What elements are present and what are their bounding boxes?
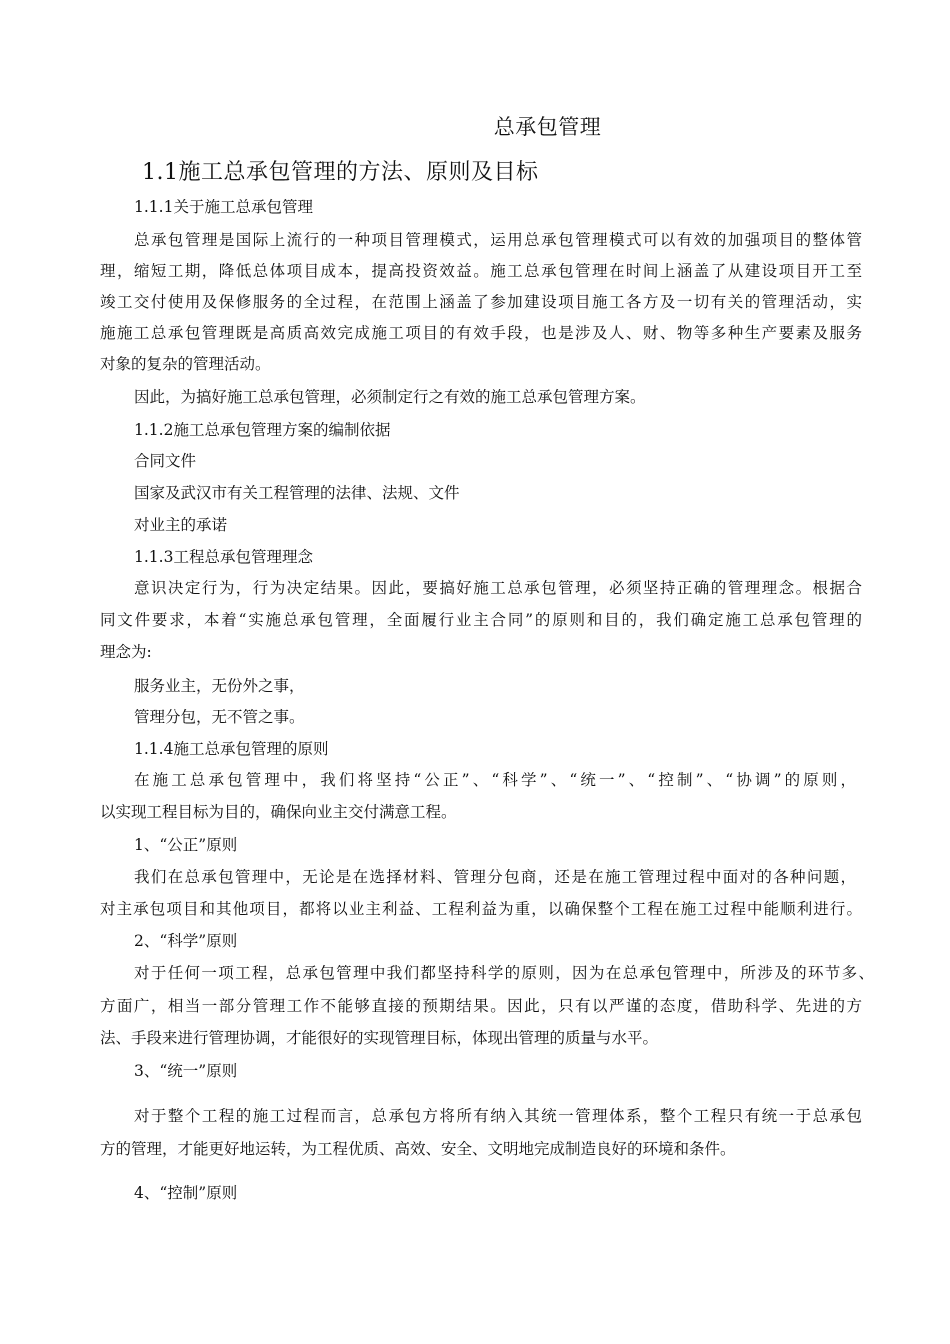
principle-heading: 1、“公正”原则 (134, 836, 238, 854)
principle-heading: 3、“统一”原则 (134, 1062, 238, 1080)
paragraph-line: 理，缩短工期，降低总体项目成本，提高投资效益。施工总承包管理在时间上涵盖了从建设项目开工至 (100, 262, 862, 280)
paragraph-line: 总承包管理是国际上流行的一种项目管理模式，运用总承包管理模式可以有效的加强项目的整体管 (134, 231, 862, 249)
principle-heading: 4、“控制”原则 (134, 1184, 238, 1202)
subsection-heading: 1.1.3工程总承包管理理念 (134, 548, 313, 566)
paragraph-line: 方的管理，才能更好地运转，为工程优质、高效、安全、文明地完成制造良好的环境和条件。 (100, 1140, 736, 1158)
paragraph-line: 意识决定行为，行为决定结果。因此，要搞好施工总承包管理，必须坚持正确的管理理念。根据合 (134, 579, 862, 597)
paragraph-line: 我们在总承包管理中，无论是在选择材料、管理分包商，还是在施工管理过程中面对的各种问题， (134, 868, 856, 886)
list-item: 合同文件 (134, 452, 197, 470)
paragraph-line: 法、手段来进行管理协调，才能很好的实现管理目标，体现出管理的质量与水平。 (100, 1029, 659, 1047)
document-title: 总承包管理 (493, 115, 602, 139)
principle-heading: 2、“科学”原则 (134, 932, 238, 950)
paragraph-line: 理念为: (100, 643, 152, 661)
paragraph-line: 对象的复杂的管理活动。 (100, 355, 271, 373)
paragraph-line: 施施工总承包管理既是高质高效完成施工项目的有效手段，也是涉及人、财、物等多种生产要素及服务 (100, 324, 862, 342)
list-item: 对业主的承诺 (134, 516, 228, 534)
section-heading: 1.1施工总承包管理的方法、原则及目标 (142, 160, 539, 185)
paragraph-line: 对于整个工程的施工过程而言，总承包方将所有纳入其统一管理体系，整个工程只有统一于总承包 (134, 1107, 862, 1125)
subsection-heading: 1.1.4施工总承包管理的原则 (134, 740, 329, 758)
paragraph-line: 以实现工程目标为目的，确保向业主交付满意工程。 (100, 803, 457, 821)
subsection-heading: 1.1.1关于施工总承包管理 (134, 198, 313, 216)
paragraph-line: 因此，为搞好施工总承包管理，必须制定行之有效的施工总承包管理方案。 (134, 388, 646, 406)
subsection-heading: 1.1.2施工总承包管理方案的编制依据 (134, 421, 391, 439)
paragraph-line: 对主承包项目和其他项目，都将以业主利益、工程利益为重，以确保整个工程在施工过程中能顺利进行。 (100, 900, 862, 918)
paragraph-line: 同文件要求，本着“实施总承包管理，全面履行业主合同”的原则和目的，我们确定施工总承包管理的 (100, 611, 862, 629)
paragraph-line: 竣工交付使用及保修服务的全过程，在范围上涵盖了参加建设项目施工各方及一切有关的管理活动，实 (100, 293, 862, 311)
paragraph-line: 在施工总承包管理中，我们将坚持“公正”、“科学”、“统一”、“控制”、“协调”的原则， (134, 771, 856, 789)
list-item: 国家及武汉市有关工程管理的法律、法规、文件 (134, 484, 460, 502)
principle-line: 服务业主，无份外之事， (134, 677, 305, 695)
principle-line: 管理分包，无不管之事。 (134, 708, 305, 726)
paragraph-line: 对于任何一项工程，总承包管理中我们都坚持科学的原则，因为在总承包管理中，所涉及的环节多、 (134, 964, 874, 982)
paragraph-line: 方面广，相当一部分管理工作不能够直接的预期结果。因此，只有以严谨的态度，借助科学、先进的方 (100, 997, 862, 1015)
